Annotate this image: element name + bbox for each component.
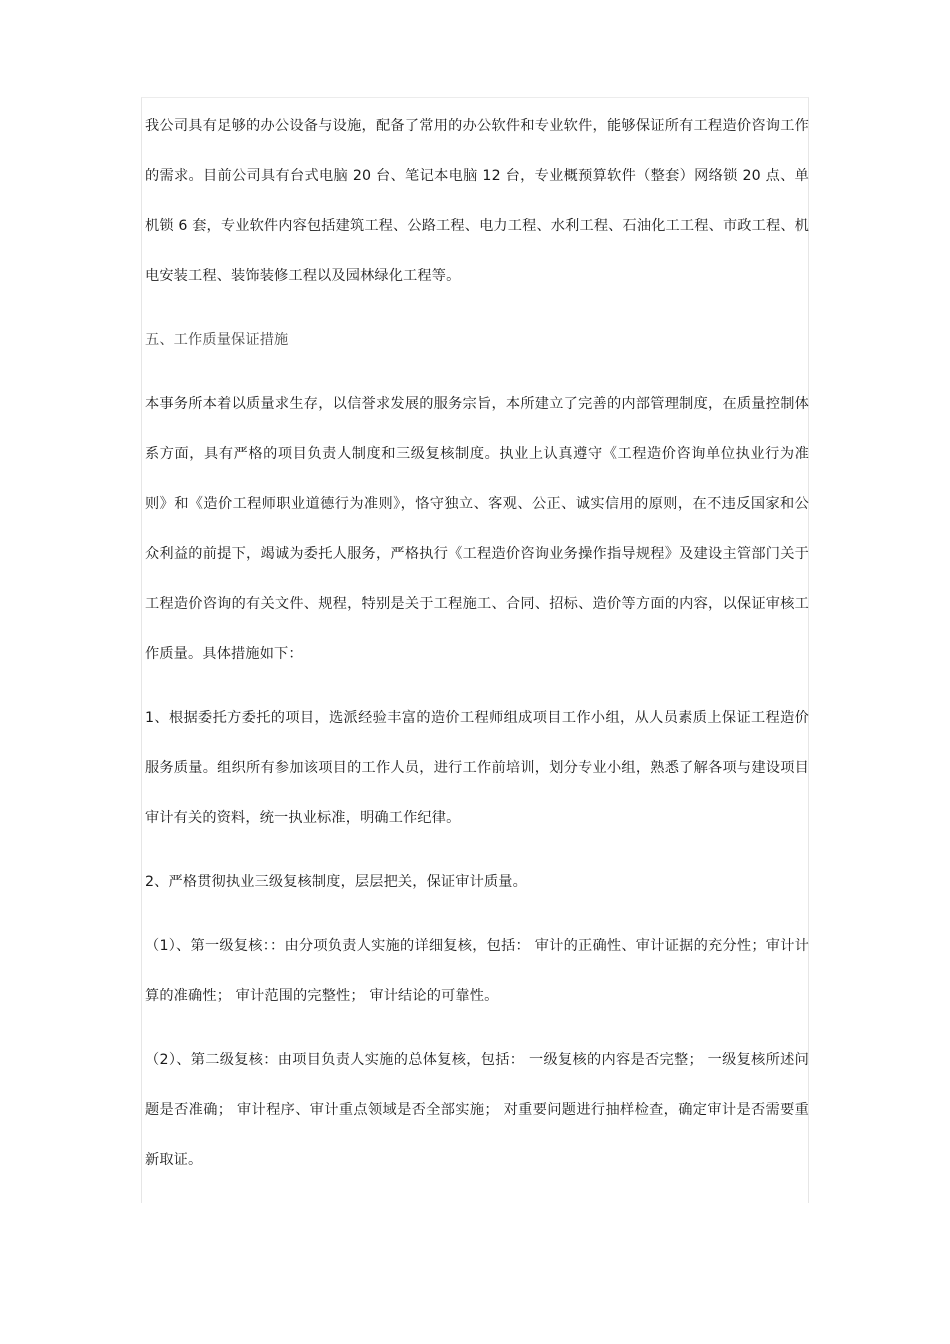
paragraph-measure-1: 1、根据委托方委托的项目，选派经验丰富的造价工程师组成项目工作小组，从人员素质上保证工程造价服务质量。组织所有参加该项目的工作人员，进行工作前培训，划分专业小组，熟悉了解各项与建设项目审计有关的资料，统一执业标准，明确工作纪律。 xyxy=(145,710,809,826)
paragraph-second-level-review: （2）、第二级复核：由项目负责人实施的总体复核，包括： 一级复核的内容是否完整； 一级复核所述问题是否准确； 审计程序、审计重点领域是否全部实施； 对重要问题进行抽样检查，确定审计是否需要重新取证。 xyxy=(145,1052,809,1168)
paragraph-quality-system: 本事务所本着以质量求生存，以信誉求发展的服务宗旨，本所建立了完善的内部管理制度，在质量控制体系方面，具有严格的项目负责人制度和三级复核制度。执业上认真遵守《工程造价咨询单位执业行为准则》和《造价工程师职业道德行为准则》，恪守独立、客观、公正、诚实信用的原则，在不违反国家和公众利益的前提下，竭诚为委托人服务，严格执行《工程造价咨询业务操作指导规程》及建设主管部门关于工程造价咨询的有关文件、规程，特别是关于工程施工、合同、招标、造价等方面的内容，以保证审核工作质量。具体措施如下： xyxy=(145,396,809,662)
section-heading-quality-assurance: 五、工作质量保证措施 xyxy=(145,332,289,348)
document-body xyxy=(145,101,809,1185)
paragraph-first-level-review: （1）、第一级复核：：由分项负责人实施的详细复核，包括： 审计的正确性、审计证据的充分性；审计计算的准确性； 审计范围的完整性； 审计结论的可靠性。 xyxy=(145,938,809,1004)
paragraph-measure-2: 2、严格贯彻执业三级复核制度，层层把关，保证审计质量。 xyxy=(145,874,527,890)
paragraph-office-equipment: 我公司具有足够的办公设备与设施，配备了常用的办公软件和专业软件，能够保证所有工程造价咨询工作的需求。目前公司具有台式电脑 20 台、笔记本电脑 12 台，专业概预算软件（整套）网络锁 20 点、单机锁 6 套，专业软件内容包括建筑工程、公路工程、电力工程、水利工程、石油化工工程、市政工程、机电安装工程、装饰装修工程以及园林绿化工程等。 xyxy=(145,118,809,284)
